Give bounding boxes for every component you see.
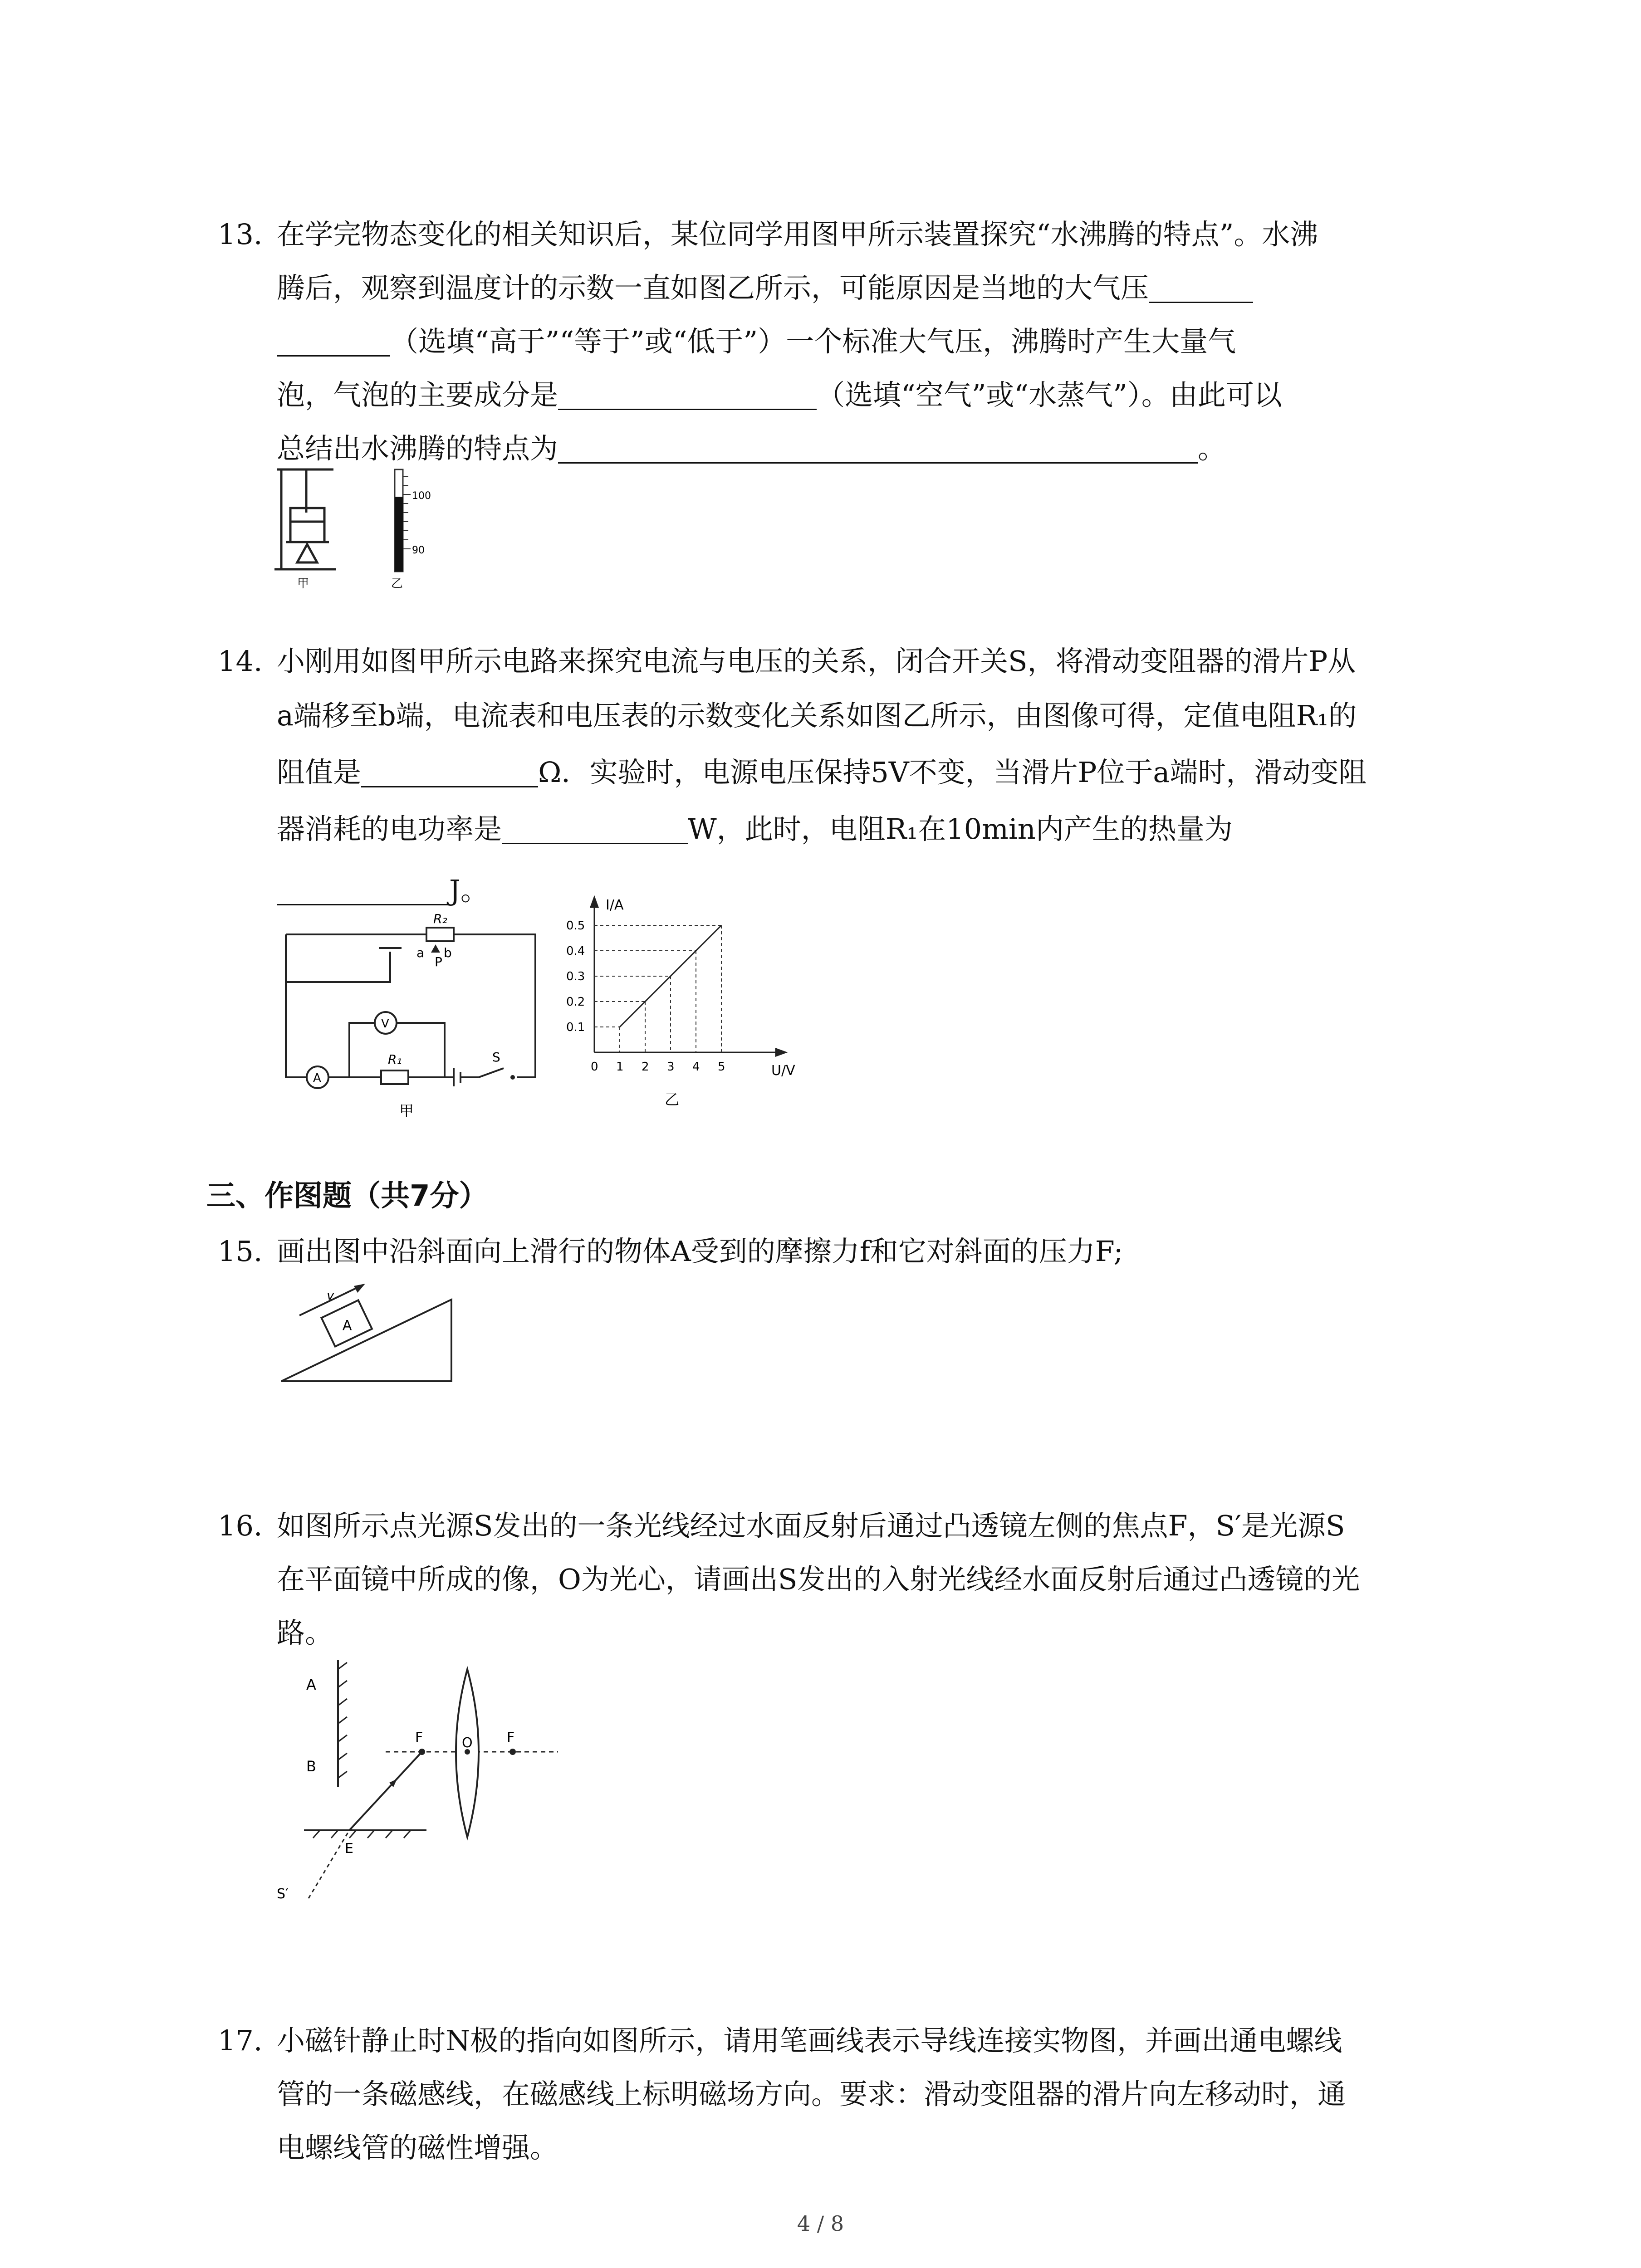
svg-text:A: A [342,1318,352,1334]
question-text: 泡，气泡的主要成分是 [277,378,558,411]
page-number: 4 / 8 [797,2211,844,2236]
answer-blank[interactable] [361,754,538,787]
question-text: W，此时，电阻R₁在10min内产生的热量为 [688,812,1233,846]
label-ammeter: A [313,1071,321,1085]
y-tick-label: 0.1 [566,1021,585,1034]
slider-p-icon [431,944,440,953]
question-text: （选填“高于”“等于”或“低于”）一个标准大气压，沸腾时产生大量气 [390,325,1236,358]
question-number: 14. [218,645,263,678]
figure-caption: 甲 [399,1102,414,1119]
x-tick-label: 1 [616,1060,624,1074]
question-text: 如图所示点光源S发出的一条光线经过水面反射后通过凸透镜左侧的焦点F，S′是光源S [277,1509,1345,1542]
thermometer-tick-label: 100 [412,490,431,502]
question-16 [218,1499,1452,1660]
y-tick-label: 0.5 [566,919,585,933]
optics-figure [277,1651,567,1905]
x-tick-label: 5 [718,1060,725,1074]
question-text: 在学完物态变化的相关知识后，某位同学用图甲所示装置探究“水沸腾的特点”。水沸 [277,218,1318,251]
question-text: 总结出水沸腾的特点为 [277,432,558,465]
incline-figure [277,1284,458,1388]
x-tick-label: 2 [642,1060,649,1074]
label-o: O [462,1735,473,1751]
label-f-left: F [415,1730,423,1745]
question-17 [218,2014,1452,2175]
x-tick-label: 4 [692,1060,700,1074]
question-text: 小刚用如图甲所示电路来探究电流与电压的关系，闭合开关S，将滑动变阻器的滑片P从 [277,645,1356,678]
answer-blank[interactable] [502,811,688,844]
figure-caption: 乙 [665,1091,680,1108]
answer-blank[interactable] [1149,270,1253,303]
question-number: 17. [218,2024,263,2057]
question-text: 在平面镜中所成的像，O为光心，请画出S发出的入射光线经水面反射后通过凸透镜的光 [277,1563,1360,1596]
y-tick-label: 0.3 [566,970,585,983]
label-v: V [381,1017,389,1031]
question-number: 15. [218,1235,263,1268]
question-text: 。 [1198,432,1226,465]
label-p: P [435,954,442,969]
thermometer-icon [395,469,431,572]
question-text: 管的一条磁感线，在磁感线上标明磁场方向。要求：滑动变阻器的滑片向左移动时，通 [277,2077,1346,2111]
label-r2: R₂ [433,911,447,926]
label-s-prime: S′ [277,1886,289,1902]
question-text: 小磁针静止时N极的指向如图所示，请用笔画线表示导线连接实物图，并画出通电螺线 [277,2024,1342,2057]
switch-s-icon [510,1075,515,1080]
answer-blank[interactable] [277,323,390,357]
virtual-ray [309,1830,349,1898]
resistor-r1 [381,1070,408,1084]
question-text: （选填“空气”或“水蒸气”）。由此可以 [817,378,1282,411]
section-title: 三、作图题（共7分） [206,1179,488,1213]
label-a: a [416,945,425,960]
y-tick-label: 0.2 [566,995,585,1009]
thermometer-tick-label: 90 [412,545,425,556]
figure-caption: 乙 [391,577,403,591]
question-14 [218,634,1452,924]
y-axis-label: I/A [606,897,624,913]
label-b: B [306,1758,316,1775]
block-a [321,1300,372,1346]
y-tick-label: 0.4 [566,944,585,958]
answer-blank[interactable] [277,872,449,905]
question-text: 画出图中沿斜面向上滑行的物体A受到的摩擦力f和它对斜面的压力F; [277,1235,1123,1268]
question-text: 路。 [277,1616,333,1649]
question-13 [218,208,1452,475]
label-a: A [306,1676,316,1693]
x-axis-label: U/V [771,1063,795,1079]
x-tick-label: 0 [591,1060,598,1074]
question-text: Ω．实验时，电源电压保持5V不变，当滑片P位于a端时，滑动变阻 [538,756,1367,789]
label-s: S [492,1050,500,1065]
question-text: a端移至b端，电流表和电压表的示数变化关系如图乙所示，由图像可得，定值电阻R₁的 [277,699,1357,732]
mirror-hatch [313,1662,411,1838]
question-number: 13. [218,218,263,251]
question-number: 16. [218,1509,263,1542]
question-text: 器消耗的电功率是 [277,812,502,846]
question-text: J。 [449,874,489,907]
rheostat-r2 [426,928,454,941]
velocity-arrow-icon [354,1284,365,1293]
question-text: 腾后，观察到温度计的示数一直如图乙所示，可能原因是当地的大气压 [277,271,1149,304]
label-v: v [327,1288,334,1303]
iu-graph [549,889,821,1125]
label-b: b [444,945,452,960]
boiling-apparatus-figure [272,463,445,594]
question-text: 阻值是 [277,756,362,789]
answer-blank[interactable] [558,430,1198,464]
label-r1: R₁ [388,1052,402,1067]
question-15 [218,1225,1452,1278]
circuit-diagram [272,903,554,1134]
x-tick-label: 3 [667,1060,675,1074]
label-e: E [345,1841,353,1857]
figure-caption: 甲 [297,577,309,591]
label-f-right: F [507,1730,515,1745]
answer-blank[interactable] [558,377,817,410]
battery-icon [454,1068,460,1086]
question-text: 电螺线管的磁性增强。 [277,2131,558,2164]
